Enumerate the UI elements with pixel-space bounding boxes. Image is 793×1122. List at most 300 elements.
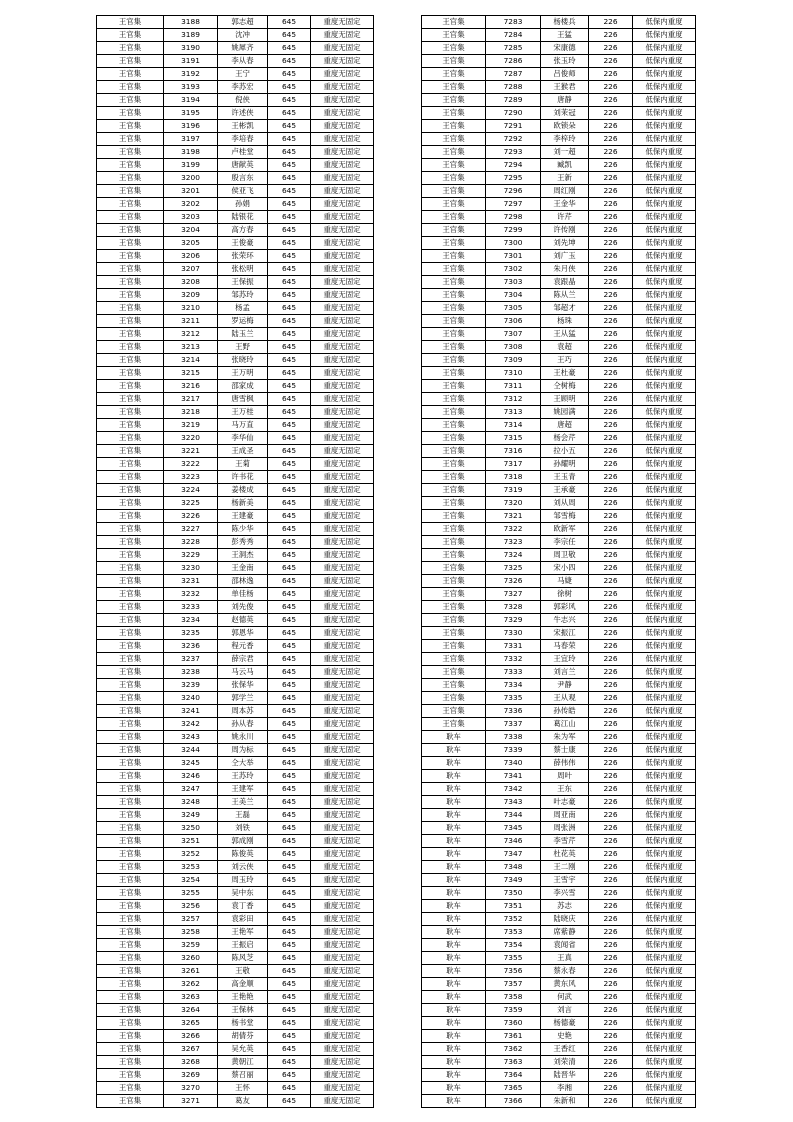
table-row — [422, 1056, 696, 1069]
town-cell: 王官集 — [422, 575, 486, 588]
status-cell: 低保内重度 — [633, 614, 696, 627]
id-cell: 3227 — [164, 523, 218, 536]
town-cell: 耿车 — [422, 848, 486, 861]
amount-cell: 226 — [589, 744, 633, 757]
table-row — [97, 393, 374, 406]
id-cell: 7310 — [486, 367, 541, 380]
table-row — [97, 42, 374, 55]
name-cell: 王新 — [541, 172, 589, 185]
town-cell: 王官集 — [97, 211, 164, 224]
table-row — [97, 81, 374, 94]
amount-cell: 226 — [589, 445, 633, 458]
name-cell: 彭秀秀 — [218, 536, 268, 549]
town-cell: 王官集 — [97, 900, 164, 913]
amount-cell: 645 — [268, 640, 311, 653]
id-cell: 3192 — [164, 68, 218, 81]
id-cell: 7341 — [486, 770, 541, 783]
status-cell: 低保内重度 — [633, 367, 696, 380]
name-cell: 唐超 — [541, 419, 589, 432]
amount-cell: 645 — [268, 354, 311, 367]
amount-cell: 226 — [589, 874, 633, 887]
name-cell: 许书花 — [218, 471, 268, 484]
name-cell: 马婕 — [541, 575, 589, 588]
name-cell: 周红刚 — [541, 185, 589, 198]
id-cell: 3201 — [164, 185, 218, 198]
status-cell: 低保内重度 — [633, 55, 696, 68]
status-cell: 重度无固定 — [311, 432, 374, 445]
amount-cell: 645 — [268, 588, 311, 601]
amount-cell: 645 — [268, 1056, 311, 1069]
id-cell: 7340 — [486, 757, 541, 770]
amount-cell: 226 — [589, 341, 633, 354]
id-cell: 3248 — [164, 796, 218, 809]
status-cell: 低保内重度 — [633, 445, 696, 458]
name-cell: 刘言兰 — [541, 666, 589, 679]
status-cell: 低保内重度 — [633, 497, 696, 510]
name-cell: 周为标 — [218, 744, 268, 757]
status-cell: 低保内重度 — [633, 1056, 696, 1069]
amount-cell: 226 — [589, 809, 633, 822]
name-cell: 王金华 — [541, 198, 589, 211]
amount-cell: 226 — [589, 1095, 633, 1108]
table-row — [97, 289, 374, 302]
id-cell: 3212 — [164, 328, 218, 341]
id-cell: 3194 — [164, 94, 218, 107]
status-cell: 低保内重度 — [633, 887, 696, 900]
town-cell: 王官集 — [97, 367, 164, 380]
amount-cell: 226 — [589, 549, 633, 562]
id-cell: 3229 — [164, 549, 218, 562]
status-cell: 重度无固定 — [311, 55, 374, 68]
id-cell: 7354 — [486, 939, 541, 952]
amount-cell: 645 — [268, 289, 311, 302]
amount-cell: 645 — [268, 692, 311, 705]
id-cell: 3268 — [164, 1056, 218, 1069]
amount-cell: 226 — [589, 1043, 633, 1056]
table-row — [422, 874, 696, 887]
town-cell: 王官集 — [97, 588, 164, 601]
table-row — [97, 367, 374, 380]
name-cell: 孙娟 — [218, 198, 268, 211]
status-cell: 低保内重度 — [633, 133, 696, 146]
table-row — [97, 913, 374, 926]
amount-cell: 645 — [268, 991, 311, 1004]
table-row — [422, 848, 696, 861]
id-cell: 3195 — [164, 107, 218, 120]
name-cell: 郭学兰 — [218, 692, 268, 705]
name-cell: 郭彩风 — [541, 601, 589, 614]
town-cell: 王官集 — [97, 575, 164, 588]
status-cell: 低保内重度 — [633, 432, 696, 445]
table-row — [97, 250, 374, 263]
status-cell: 低保内重度 — [633, 185, 696, 198]
name-cell: 王苏玲 — [218, 770, 268, 783]
name-cell: 李培春 — [218, 133, 268, 146]
id-cell: 3242 — [164, 718, 218, 731]
status-cell: 重度无固定 — [311, 471, 374, 484]
id-cell: 7286 — [486, 55, 541, 68]
status-cell: 重度无固定 — [311, 302, 374, 315]
id-cell: 3218 — [164, 406, 218, 419]
table-row — [97, 1004, 374, 1017]
id-cell: 7349 — [486, 874, 541, 887]
name-cell: 王顾明 — [541, 393, 589, 406]
id-cell: 7329 — [486, 614, 541, 627]
status-cell: 重度无固定 — [311, 562, 374, 575]
town-cell: 王官集 — [422, 133, 486, 146]
table-row — [422, 29, 696, 42]
amount-cell: 226 — [589, 965, 633, 978]
name-cell: 王洞杰 — [218, 549, 268, 562]
name-cell: 王艳军 — [218, 926, 268, 939]
id-cell: 7344 — [486, 809, 541, 822]
table-row — [97, 458, 374, 471]
id-cell: 3190 — [164, 42, 218, 55]
name-cell: 仝树梅 — [541, 380, 589, 393]
name-cell: 王敬 — [218, 965, 268, 978]
town-cell: 王官集 — [422, 146, 486, 159]
amount-cell: 645 — [268, 601, 311, 614]
town-cell: 王官集 — [422, 419, 486, 432]
town-cell: 耿车 — [422, 1056, 486, 1069]
status-cell: 重度无固定 — [311, 68, 374, 81]
id-cell: 3241 — [164, 705, 218, 718]
amount-cell: 645 — [268, 29, 311, 42]
town-cell: 王官集 — [422, 237, 486, 250]
id-cell: 3213 — [164, 341, 218, 354]
town-cell: 王官集 — [422, 315, 486, 328]
town-cell: 耿车 — [422, 1017, 486, 1030]
amount-cell: 226 — [589, 289, 633, 302]
status-cell: 低保内重度 — [633, 380, 696, 393]
amount-cell: 645 — [268, 406, 311, 419]
name-cell: 王宁 — [218, 68, 268, 81]
name-cell: 王从观 — [541, 692, 589, 705]
table-row — [422, 978, 696, 991]
id-cell: 7303 — [486, 276, 541, 289]
amount-cell: 645 — [268, 900, 311, 913]
amount-cell: 226 — [589, 614, 633, 627]
name-cell: 朱为军 — [541, 731, 589, 744]
name-cell: 邹苏玲 — [218, 289, 268, 302]
amount-cell: 645 — [268, 276, 311, 289]
name-cell: 赵德英 — [218, 614, 268, 627]
status-cell: 低保内重度 — [633, 939, 696, 952]
status-cell: 低保内重度 — [633, 926, 696, 939]
name-cell: 王猛 — [541, 29, 589, 42]
table-row — [97, 549, 374, 562]
status-cell: 低保内重度 — [633, 276, 696, 289]
table-row — [97, 432, 374, 445]
table-row — [422, 315, 696, 328]
status-cell: 重度无固定 — [311, 523, 374, 536]
roster-table-left-body — [97, 16, 374, 1108]
status-cell: 低保内重度 — [633, 68, 696, 81]
status-cell: 低保内重度 — [633, 731, 696, 744]
status-cell: 重度无固定 — [311, 861, 374, 874]
status-cell: 重度无固定 — [311, 510, 374, 523]
amount-cell: 645 — [268, 653, 311, 666]
name-cell: 陆晋华 — [541, 1069, 589, 1082]
amount-cell: 226 — [589, 562, 633, 575]
table-row — [422, 1095, 696, 1108]
status-cell: 低保内重度 — [633, 575, 696, 588]
name-cell: 李雪芹 — [541, 835, 589, 848]
name-cell: 郭恩华 — [218, 627, 268, 640]
id-cell: 7293 — [486, 146, 541, 159]
amount-cell: 226 — [589, 185, 633, 198]
amount-cell: 226 — [589, 822, 633, 835]
status-cell: 重度无固定 — [311, 536, 374, 549]
status-cell: 重度无固定 — [311, 458, 374, 471]
id-cell: 7291 — [486, 120, 541, 133]
name-cell: 王猴君 — [541, 81, 589, 94]
amount-cell: 645 — [268, 783, 311, 796]
table-row — [97, 1017, 374, 1030]
name-cell: 王建豪 — [218, 510, 268, 523]
amount-cell: 226 — [589, 120, 633, 133]
table-row — [422, 679, 696, 692]
table-row — [97, 861, 374, 874]
name-cell: 徐树 — [541, 588, 589, 601]
name-cell: 姚园满 — [541, 406, 589, 419]
id-cell: 7335 — [486, 692, 541, 705]
name-cell: 侯亚飞 — [218, 185, 268, 198]
table-row — [97, 484, 374, 497]
amount-cell: 226 — [589, 159, 633, 172]
table-row — [422, 1030, 696, 1043]
status-cell: 低保内重度 — [633, 666, 696, 679]
table-row — [422, 588, 696, 601]
amount-cell: 645 — [268, 263, 311, 276]
name-cell: 王香红 — [541, 1043, 589, 1056]
amount-cell: 645 — [268, 367, 311, 380]
id-cell: 7328 — [486, 601, 541, 614]
table-row — [422, 913, 696, 926]
status-cell: 重度无固定 — [311, 315, 374, 328]
table-row — [97, 1043, 374, 1056]
id-cell: 7287 — [486, 68, 541, 81]
town-cell: 王官集 — [422, 302, 486, 315]
status-cell: 重度无固定 — [311, 289, 374, 302]
status-cell: 低保内重度 — [633, 978, 696, 991]
name-cell: 罗运梅 — [218, 315, 268, 328]
id-cell: 3258 — [164, 926, 218, 939]
amount-cell: 645 — [268, 887, 311, 900]
id-cell: 3270 — [164, 1082, 218, 1095]
table-row — [97, 536, 374, 549]
status-cell: 重度无固定 — [311, 614, 374, 627]
id-cell: 3252 — [164, 848, 218, 861]
status-cell: 重度无固定 — [311, 16, 374, 29]
amount-cell: 645 — [268, 809, 311, 822]
table-row — [422, 1017, 696, 1030]
name-cell: 薛宗君 — [218, 653, 268, 666]
amount-cell: 645 — [268, 68, 311, 81]
table-row — [97, 419, 374, 432]
status-cell: 重度无固定 — [311, 770, 374, 783]
town-cell: 耿车 — [422, 1030, 486, 1043]
status-cell: 重度无固定 — [311, 1082, 374, 1095]
name-cell: 王宜玲 — [541, 653, 589, 666]
status-cell: 低保内重度 — [633, 224, 696, 237]
table-row — [97, 835, 374, 848]
town-cell: 王官集 — [97, 406, 164, 419]
amount-cell: 226 — [589, 224, 633, 237]
town-cell: 王官集 — [97, 1030, 164, 1043]
status-cell: 重度无固定 — [311, 1043, 374, 1056]
name-cell: 张松明 — [218, 263, 268, 276]
town-cell: 王官集 — [97, 757, 164, 770]
status-cell: 重度无固定 — [311, 445, 374, 458]
amount-cell: 645 — [268, 328, 311, 341]
name-cell: 刘广玉 — [541, 250, 589, 263]
name-cell: 杜花英 — [541, 848, 589, 861]
town-cell: 耿车 — [422, 835, 486, 848]
table-row — [97, 328, 374, 341]
table-row — [97, 55, 374, 68]
table-row — [422, 809, 696, 822]
table-row — [97, 16, 374, 29]
id-cell: 3221 — [164, 445, 218, 458]
amount-cell: 645 — [268, 224, 311, 237]
name-cell: 史艳 — [541, 1030, 589, 1043]
town-cell: 王官集 — [97, 237, 164, 250]
amount-cell: 645 — [268, 952, 311, 965]
town-cell: 王官集 — [97, 1004, 164, 1017]
amount-cell: 226 — [589, 887, 633, 900]
name-cell: 叶志豪 — [541, 796, 589, 809]
name-cell: 刘从周 — [541, 497, 589, 510]
amount-cell: 226 — [589, 354, 633, 367]
name-cell: 黄朝江 — [218, 1056, 268, 1069]
town-cell: 王官集 — [97, 458, 164, 471]
name-cell: 孙从春 — [218, 718, 268, 731]
town-cell: 王官集 — [97, 328, 164, 341]
status-cell: 重度无固定 — [311, 1095, 374, 1108]
status-cell: 重度无固定 — [311, 276, 374, 289]
id-cell: 3226 — [164, 510, 218, 523]
id-cell: 3253 — [164, 861, 218, 874]
name-cell: 倪侠 — [218, 94, 268, 107]
amount-cell: 226 — [589, 380, 633, 393]
status-cell: 重度无固定 — [311, 1056, 374, 1069]
name-cell: 陆银花 — [218, 211, 268, 224]
name-cell: 刘先俊 — [218, 601, 268, 614]
amount-cell: 645 — [268, 705, 311, 718]
status-cell: 低保内重度 — [633, 1004, 696, 1017]
id-cell: 7312 — [486, 393, 541, 406]
table-row — [422, 146, 696, 159]
table-row — [422, 1082, 696, 1095]
amount-cell: 645 — [268, 172, 311, 185]
table-row — [422, 497, 696, 510]
name-cell: 马云马 — [218, 666, 268, 679]
status-cell: 重度无固定 — [311, 653, 374, 666]
status-cell: 低保内重度 — [633, 198, 696, 211]
name-cell: 王从猛 — [541, 328, 589, 341]
name-cell: 席紫静 — [541, 926, 589, 939]
name-cell: 欧新军 — [541, 523, 589, 536]
amount-cell: 226 — [589, 146, 633, 159]
name-cell: 王万明 — [218, 367, 268, 380]
amount-cell: 645 — [268, 939, 311, 952]
amount-cell: 226 — [589, 640, 633, 653]
status-cell: 低保内重度 — [633, 861, 696, 874]
table-row — [422, 367, 696, 380]
table-row — [422, 692, 696, 705]
town-cell: 王官集 — [422, 549, 486, 562]
status-cell: 低保内重度 — [633, 159, 696, 172]
status-cell: 低保内重度 — [633, 822, 696, 835]
id-cell: 7348 — [486, 861, 541, 874]
town-cell: 王官集 — [97, 731, 164, 744]
town-cell: 耿车 — [422, 731, 486, 744]
status-cell: 重度无固定 — [311, 380, 374, 393]
amount-cell: 226 — [589, 575, 633, 588]
id-cell: 3191 — [164, 55, 218, 68]
town-cell: 王官集 — [97, 783, 164, 796]
town-cell: 王官集 — [97, 380, 164, 393]
name-cell: 李苏宏 — [218, 81, 268, 94]
status-cell: 重度无固定 — [311, 926, 374, 939]
amount-cell: 226 — [589, 42, 633, 55]
name-cell: 王俊豪 — [218, 237, 268, 250]
town-cell: 王官集 — [97, 172, 164, 185]
id-cell: 7358 — [486, 991, 541, 1004]
town-cell: 王官集 — [422, 159, 486, 172]
town-cell: 王官集 — [97, 224, 164, 237]
status-cell: 重度无固定 — [311, 757, 374, 770]
table-row — [422, 627, 696, 640]
table-row — [97, 471, 374, 484]
id-cell: 3211 — [164, 315, 218, 328]
id-cell: 3216 — [164, 380, 218, 393]
id-cell: 7320 — [486, 497, 541, 510]
id-cell: 3254 — [164, 874, 218, 887]
name-cell: 李兴雪 — [541, 887, 589, 900]
id-cell: 7366 — [486, 1095, 541, 1108]
amount-cell: 645 — [268, 575, 311, 588]
name-cell: 李梓玲 — [541, 133, 589, 146]
table-row — [97, 211, 374, 224]
table-row — [422, 575, 696, 588]
name-cell: 杨孟 — [218, 302, 268, 315]
town-cell: 耿车 — [422, 900, 486, 913]
name-cell: 吴允英 — [218, 1043, 268, 1056]
status-cell: 低保内重度 — [633, 549, 696, 562]
table-row — [97, 237, 374, 250]
table-row — [97, 627, 374, 640]
roster-table-right-body — [422, 16, 696, 1108]
table-row — [422, 939, 696, 952]
table-row — [422, 731, 696, 744]
status-cell: 低保内重度 — [633, 848, 696, 861]
name-cell: 刘茉冠 — [541, 107, 589, 120]
amount-cell: 645 — [268, 965, 311, 978]
table-row — [422, 211, 696, 224]
table-row — [422, 614, 696, 627]
status-cell: 重度无固定 — [311, 848, 374, 861]
table-row — [97, 29, 374, 42]
id-cell: 7332 — [486, 653, 541, 666]
table-row — [97, 679, 374, 692]
status-cell: 低保内重度 — [633, 16, 696, 29]
amount-cell: 226 — [589, 419, 633, 432]
table-row — [97, 224, 374, 237]
town-cell: 王官集 — [422, 614, 486, 627]
table-row — [422, 536, 696, 549]
